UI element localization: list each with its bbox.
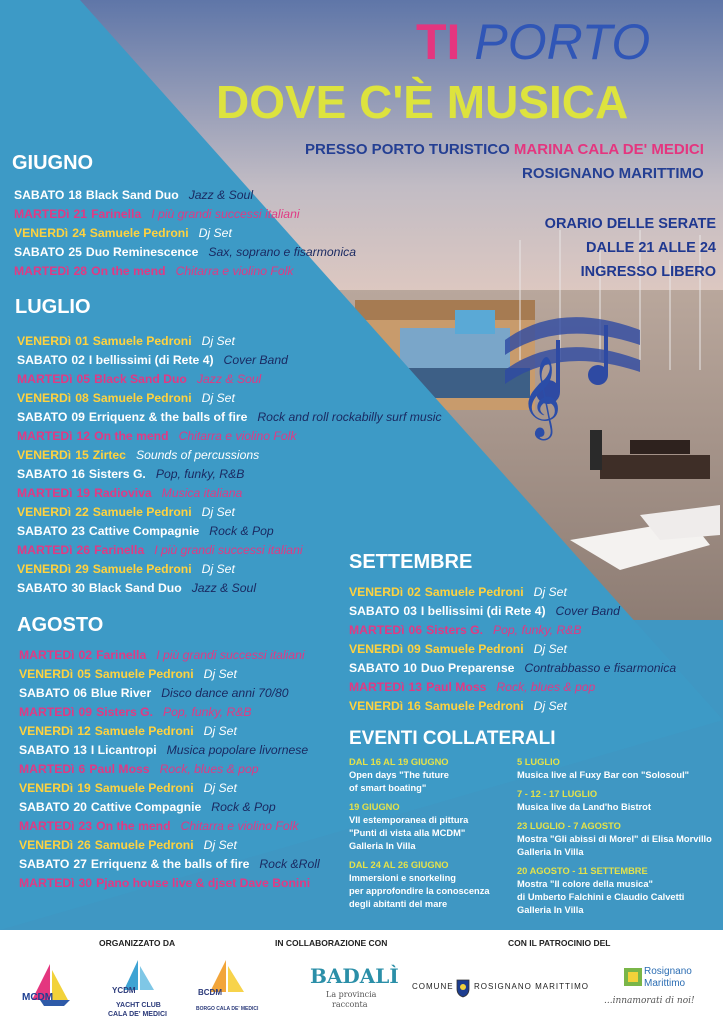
- event-row: [17, 351, 442, 370]
- event-row: [14, 224, 356, 243]
- giugno-list: [14, 186, 356, 281]
- event-genre: Dj Set: [198, 226, 232, 240]
- event-day-number: 29: [75, 562, 89, 576]
- ycdm-logo-sub1: YACHT CLUB: [116, 1002, 161, 1009]
- collateral-text: VII estemporanea di pittura: [349, 815, 469, 825]
- title-line-1: [416, 14, 650, 70]
- event-day-number: 26: [76, 543, 91, 557]
- collateral-text: Galleria In Villa: [517, 847, 584, 857]
- event-genre: Jazz & Soul: [191, 581, 257, 595]
- event-artist: I bellissimi (di Rete 4): [420, 604, 546, 618]
- orario-entry: INGRESSO LIBERO: [580, 264, 716, 280]
- rosignano-top-text: Rosignano: [644, 966, 692, 977]
- event-day-number: 30: [78, 876, 93, 890]
- collateral-date: 19 GIUGNO: [349, 802, 400, 812]
- event-date: MARTEDì: [19, 876, 75, 890]
- event-day-number: 20: [73, 800, 87, 814]
- orario-title: ORARIO DELLE SERATE: [544, 216, 716, 232]
- badali-logo-sub2: racconta: [332, 1000, 368, 1009]
- event-artist: Black Sand Duo: [85, 188, 179, 202]
- event-date: SABATO: [17, 353, 68, 367]
- event-day-number: 21: [73, 207, 88, 221]
- event-genre: Dj Set: [203, 838, 237, 852]
- event-day-number: 28: [73, 264, 88, 278]
- event-row: [19, 741, 320, 760]
- event-genre: Dj Set: [533, 585, 567, 599]
- event-artist: Farinella: [91, 207, 142, 221]
- event-genre: Pop, funky, R&B: [493, 623, 582, 637]
- rosignano-logo: [604, 966, 720, 1018]
- event-artist: Farinella: [96, 648, 147, 662]
- comune-right-text: ROSIGNANO MARITTIMO: [474, 982, 589, 991]
- rosignano-bottom-text: Marittimo: [644, 978, 686, 989]
- event-genre: Chitarra e violino Folk: [178, 429, 297, 443]
- event-artist: Paul Moss: [426, 680, 487, 694]
- event-day-number: 05: [76, 372, 91, 386]
- collateral-text: Open days "The future: [349, 770, 449, 780]
- event-genre: Rock, blues & pop: [496, 680, 596, 694]
- event-day-number: 03: [403, 604, 417, 618]
- event-day-number: 09: [78, 705, 93, 719]
- event-row: [17, 370, 442, 389]
- event-artist: Erriquenz & the balls of fire: [90, 857, 250, 871]
- event-day-number: 09: [71, 410, 85, 424]
- event-genre: Sounds of percussions: [135, 448, 260, 462]
- event-row: [19, 703, 320, 722]
- event-genre: Dj Set: [203, 667, 237, 681]
- bcdm-logo-sub: BORGO CALA DE' MEDICI: [196, 1006, 259, 1012]
- event-row: [17, 522, 442, 541]
- event-row: [19, 665, 320, 684]
- event-artist: On the mend: [94, 429, 169, 443]
- eventi-left-column: [349, 756, 509, 917]
- ycdm-logo: [104, 958, 174, 1022]
- event-row: [349, 678, 676, 697]
- collateral-event: [517, 788, 717, 814]
- location-town: ROSIGNANO MARITTIMO: [522, 165, 704, 182]
- event-genre: Cover Band: [555, 604, 620, 618]
- event-artist: Samuele Pedroni: [94, 838, 194, 852]
- collateral-date: 20 AGOSTO - 11 SETTEMBRE: [517, 866, 648, 876]
- event-date: MARTEDì: [17, 543, 73, 557]
- event-date: MARTEDì: [17, 429, 73, 443]
- event-row: [17, 465, 442, 484]
- event-date: VENERDì: [19, 724, 74, 738]
- event-genre: Rock & Pop: [209, 524, 274, 538]
- collateral-event: [349, 859, 509, 911]
- event-genre: I più grandi successi italiani: [154, 543, 303, 557]
- badali-logo: [308, 964, 399, 1016]
- agosto-list: [19, 646, 320, 893]
- event-artist: Sisters G.: [426, 623, 483, 637]
- event-artist: Erriquenz & the balls of fire: [88, 410, 248, 424]
- ycdm-logo-text: YCDM: [112, 986, 136, 995]
- event-row: [17, 408, 442, 427]
- event-artist: Blue River: [90, 686, 152, 700]
- event-date: VENERDì: [349, 585, 404, 599]
- event-date: MARTEDì: [17, 372, 73, 386]
- event-genre: Dj Set: [201, 334, 235, 348]
- event-date: SABATO: [17, 581, 68, 595]
- event-genre: Dj Set: [533, 642, 567, 656]
- location-prefix: PRESSO PORTO TURISTICO: [305, 141, 510, 158]
- badali-logo-text: BADALÌ: [310, 964, 399, 988]
- month-title-giugno: GIUGNO: [12, 152, 94, 174]
- event-genre: Jazz & Soul: [188, 188, 254, 202]
- event-row: [17, 427, 442, 446]
- event-date: VENERDì: [17, 391, 72, 405]
- event-row: [349, 602, 676, 621]
- event-genre: Chitarra e violino Folk: [180, 819, 299, 833]
- event-date: VENERDì: [17, 334, 72, 348]
- event-day-number: 23: [71, 524, 85, 538]
- event-row: [17, 332, 442, 351]
- event-row: [19, 760, 320, 779]
- collateral-text: Galleria In Villa: [517, 905, 584, 915]
- event-row: [17, 446, 442, 465]
- event-genre: Rock & Pop: [211, 800, 276, 814]
- event-day-number: 01: [75, 334, 89, 348]
- event-genre: Pop, funky, R&B: [163, 705, 252, 719]
- event-artist: On the mend: [91, 264, 166, 278]
- event-row: [349, 583, 676, 602]
- collateral-text: di Umberto Falchini e Claudio Calvetti: [517, 892, 685, 902]
- event-artist: Black Sand Duo: [88, 581, 182, 595]
- collateral-event: [517, 820, 717, 859]
- orario-time: DALLE 21 ALLE 24: [586, 240, 716, 256]
- event-row: [19, 722, 320, 741]
- event-date: VENERDì: [19, 667, 74, 681]
- event-genre: Rock &Roll: [259, 857, 320, 871]
- event-day-number: 08: [75, 391, 89, 405]
- collateral-text: Mostra "Gli abissi di Morel" di Elisa Morvillo: [517, 834, 712, 844]
- event-date: MARTEDì: [19, 648, 75, 662]
- collateral-text: Immersioni e snorkeling: [349, 873, 456, 883]
- event-date: VENERDì: [349, 642, 404, 656]
- event-artist: Paul Moss: [89, 762, 150, 776]
- event-row: [19, 798, 320, 817]
- event-artist: Samuele Pedroni: [92, 334, 192, 348]
- event-date: VENERDì: [19, 781, 74, 795]
- location-line: [305, 141, 704, 158]
- badali-logo-sub1: La provincia: [326, 990, 377, 999]
- event-day-number: 22: [75, 505, 89, 519]
- bcdm-logo: [196, 958, 262, 1022]
- event-genre: Chitarra e violino Folk: [175, 264, 294, 278]
- event-row: [14, 262, 356, 281]
- event-date: SABATO: [17, 467, 68, 481]
- event-date: SABATO: [14, 245, 65, 259]
- event-day-number: 19: [76, 486, 91, 500]
- title-line-2: DOVE C'È MUSICA: [216, 76, 629, 128]
- event-day-number: 6: [78, 762, 86, 776]
- event-date: SABATO: [17, 410, 68, 424]
- event-date: SABATO: [17, 524, 68, 538]
- location-highlight: MARINA CALA DE' MEDICI: [513, 141, 704, 158]
- event-date: MARTEDì: [349, 680, 405, 694]
- event-genre: Sax, soprano e fisarmonica: [208, 245, 357, 259]
- event-artist: Samuele Pedroni: [92, 562, 192, 576]
- flag-icon: [624, 968, 642, 986]
- event-date: VENERDì: [19, 838, 74, 852]
- collateral-text: per approfondire la conoscenza: [349, 886, 490, 896]
- event-row: [14, 186, 356, 205]
- event-artist: Samuele Pedroni: [424, 699, 524, 713]
- event-date: VENERDì: [17, 448, 72, 462]
- title-ti: TI: [416, 14, 461, 70]
- event-date: SABATO: [19, 800, 70, 814]
- mcdm-logo: [20, 960, 80, 1016]
- event-row: [19, 817, 320, 836]
- event-day-number: 02: [71, 353, 85, 367]
- event-day-number: 25: [68, 245, 82, 259]
- event-artist: Samuele Pedroni: [94, 667, 194, 681]
- event-day-number: 02: [78, 648, 93, 662]
- event-artist: I bellissimi (di Rete 4): [88, 353, 214, 367]
- event-artist: Samuele Pedroni: [424, 642, 524, 656]
- event-artist: Farinella: [94, 543, 145, 557]
- collateral-date: 5 LUGLIO: [517, 757, 560, 767]
- event-row: [17, 484, 442, 503]
- collateral-text: of smart boating": [349, 783, 427, 793]
- organizzato-label: ORGANIZZATO DA: [99, 938, 176, 948]
- rosignano-tagline: ...innamorati di noi!: [604, 996, 695, 1006]
- event-row: [349, 621, 676, 640]
- event-row: [19, 646, 320, 665]
- event-artist: Radioviva: [94, 486, 152, 500]
- event-day-number: 13: [408, 680, 423, 694]
- event-date: VENERDì: [349, 699, 404, 713]
- event-artist: Duo Preparense: [420, 661, 515, 675]
- event-date: MARTEDì: [349, 623, 405, 637]
- event-genre: Musica italiana: [161, 486, 243, 500]
- comune-logo: [412, 978, 589, 1002]
- settembre-list: [349, 583, 676, 716]
- collateral-text: degli abitanti del mare: [349, 899, 448, 909]
- mcdm-logo-text: MCDM: [22, 992, 54, 1003]
- event-day-number: 15: [75, 448, 89, 462]
- event-day-number: 23: [78, 819, 93, 833]
- collateral-date: DAL 24 AL 26 GIUGNO: [349, 860, 449, 870]
- event-day-number: 12: [76, 429, 91, 443]
- coat-of-arms-icon: [456, 978, 470, 998]
- collateral-date: 7 - 12 - 17 LUGLIO: [517, 789, 598, 799]
- event-artist: Sisters G.: [88, 467, 146, 481]
- patrocinio-label: CON IL PATROCINIO DEL: [508, 938, 611, 948]
- collateral-text: "Punti di vista alla MCDM": [349, 828, 466, 838]
- event-row: [349, 659, 676, 678]
- event-day-number: 16: [71, 467, 85, 481]
- event-date: SABATO: [349, 604, 400, 618]
- event-day-number: 10: [403, 661, 417, 675]
- event-day-number: 13: [73, 743, 87, 757]
- collateral-text: Musica live al Fuxy Bar con "Solosoul": [517, 770, 690, 780]
- event-genre: Dj Set: [533, 699, 567, 713]
- event-artist: Samuele Pedroni: [89, 226, 189, 240]
- event-row: [19, 836, 320, 855]
- event-date: SABATO: [19, 857, 70, 871]
- event-artist: Zirtec: [92, 448, 126, 462]
- event-genre: Jazz & Soul: [196, 372, 262, 386]
- event-artist: Cattive Compagnie: [88, 524, 200, 538]
- collaborazione-label: IN COLLABORAZIONE CON: [275, 938, 388, 948]
- collateral-event: [517, 865, 717, 917]
- footer: [0, 930, 723, 1024]
- event-date: SABATO: [349, 661, 400, 675]
- event-day-number: 06: [73, 686, 87, 700]
- event-genre: Cover Band: [223, 353, 288, 367]
- month-title-settembre: SETTEMBRE: [349, 551, 473, 573]
- event-date: SABATO: [19, 686, 70, 700]
- event-genre: Rock, blues & pop: [159, 762, 259, 776]
- event-date: VENERDì: [17, 562, 72, 576]
- event-artist: Duo Reminescence: [85, 245, 199, 259]
- comune-left-text: COMUNE: [412, 982, 454, 991]
- event-genre: Rock and roll rockabilly surf music: [257, 410, 442, 424]
- event-genre: Dj Set: [203, 724, 237, 738]
- event-row: [19, 874, 320, 893]
- collateral-event: [349, 801, 509, 853]
- event-artist: Samuele Pedroni: [94, 724, 194, 738]
- event-artist: On the mend: [96, 819, 171, 833]
- event-date: MARTEDì: [14, 264, 70, 278]
- collateral-text: Mostra "Il colore della musica": [517, 879, 653, 889]
- event-day-number: 24: [72, 226, 86, 240]
- collateral-text: Musica live da Land'ho Bistrot: [517, 802, 651, 812]
- event-artist: Samuele Pedroni: [94, 781, 194, 795]
- event-day-number: 02: [407, 585, 421, 599]
- event-genre: Dj Set: [201, 505, 235, 519]
- event-day-number: 26: [77, 838, 91, 852]
- ycdm-logo-sub2: CALA DE' MEDICI: [108, 1011, 167, 1018]
- event-genre: Dj Set: [203, 781, 237, 795]
- event-row: [14, 243, 356, 262]
- event-artist: Samuele Pedroni: [424, 585, 524, 599]
- event-artist: Samuele Pedroni: [92, 391, 192, 405]
- orario-block: [520, 212, 716, 284]
- eventi-title: EVENTI COLLATERALI: [349, 728, 556, 749]
- event-artist: Pjano house live & djset Dave Bonini: [96, 876, 311, 890]
- event-genre: Dj Set: [201, 562, 235, 576]
- eventi-right-column: [517, 756, 717, 923]
- event-row: [19, 779, 320, 798]
- event-date: MARTEDì: [17, 486, 73, 500]
- event-day-number: 27: [73, 857, 87, 871]
- event-genre: Disco dance anni 70/80: [161, 686, 289, 700]
- event-artist: I Licantropi: [90, 743, 157, 757]
- event-genre: Musica popolare livornese: [166, 743, 309, 757]
- event-date: SABATO: [19, 743, 70, 757]
- month-title-agosto: AGOSTO: [17, 614, 104, 636]
- month-title-luglio: LUGLIO: [15, 296, 91, 318]
- event-date: VENERDì: [17, 505, 72, 519]
- event-date: MARTEDì: [14, 207, 70, 221]
- event-genre: Dj Set: [201, 391, 235, 405]
- event-day-number: 12: [77, 724, 91, 738]
- event-artist: Cattive Compagnie: [90, 800, 202, 814]
- event-day-number: 30: [71, 581, 85, 595]
- event-day-number: 05: [77, 667, 91, 681]
- collateral-date: 23 LUGLIO - 7 AGOSTO: [517, 821, 621, 831]
- event-date: SABATO: [14, 188, 65, 202]
- collateral-event: [517, 756, 717, 782]
- event-day-number: 06: [408, 623, 423, 637]
- collateral-event: [349, 756, 509, 795]
- event-row: [19, 855, 320, 874]
- event-row: [349, 697, 676, 716]
- event-row: [19, 684, 320, 703]
- bcdm-logo-text: BCDM: [198, 988, 222, 997]
- event-artist: Sisters G.: [96, 705, 153, 719]
- event-day-number: 18: [68, 188, 82, 202]
- event-row: [17, 503, 442, 522]
- collateral-text: Galleria In Villa: [349, 841, 416, 851]
- event-date: MARTEDì: [19, 819, 75, 833]
- event-day-number: 09: [407, 642, 421, 656]
- event-row: [17, 389, 442, 408]
- event-day-number: 19: [77, 781, 91, 795]
- event-date: MARTEDì: [19, 762, 75, 776]
- event-genre: I più grandi successi italiani: [156, 648, 305, 662]
- event-genre: Pop, funky, R&B: [155, 467, 245, 481]
- event-artist: Black Sand Duo: [94, 372, 187, 386]
- collateral-date: DAL 16 AL 19 GIUGNO: [349, 757, 449, 767]
- event-genre: I più grandi successi italiani: [151, 207, 300, 221]
- event-genre: Contrabbasso e fisarmonica: [524, 661, 677, 675]
- svg-text:𝄞: 𝄞: [520, 355, 562, 437]
- event-day-number: 16: [407, 699, 421, 713]
- event-row: [14, 205, 356, 224]
- event-row: [349, 640, 676, 659]
- event-date: MARTEDì: [19, 705, 75, 719]
- event-artist: Samuele Pedroni: [92, 505, 192, 519]
- event-date: VENERDì: [14, 226, 69, 240]
- title-porto: PORTO: [474, 14, 651, 70]
